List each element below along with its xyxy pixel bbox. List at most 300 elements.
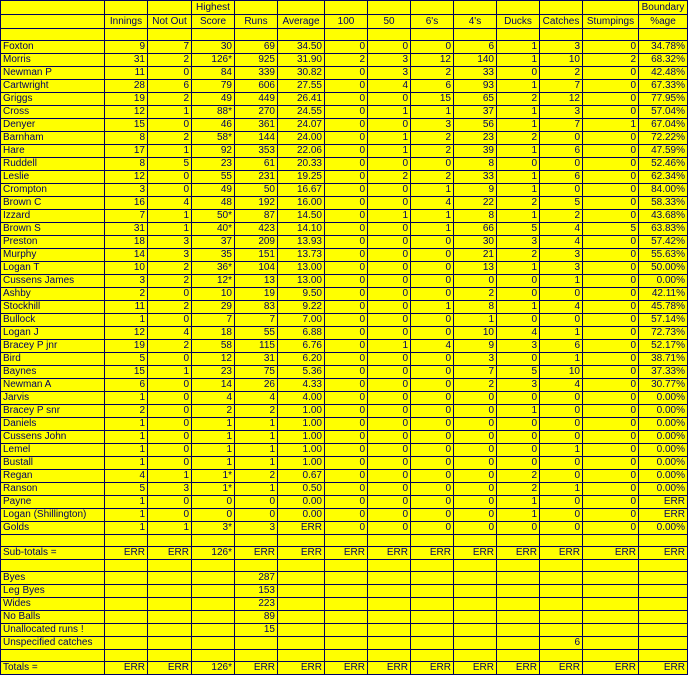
player-cell: Logan T (1, 262, 105, 275)
runs-cell: 50 (235, 184, 278, 197)
catches-cell: 0 (540, 288, 583, 301)
subtotals-row (1, 547, 688, 560)
not-out-cell: 1 (148, 522, 192, 535)
highest-score-cell: 7 (192, 314, 235, 327)
spacer-fours-cell (454, 650, 497, 662)
innings-cell: 1 (105, 522, 148, 535)
highest-score-cell: 84 (192, 67, 235, 80)
innings-cell: 15 (105, 366, 148, 379)
fours-cell: 65 (454, 93, 497, 106)
ducks-cell: 0 (497, 67, 540, 80)
not-out-cell: 0 (148, 288, 192, 301)
ducks-cell: 1 (497, 145, 540, 158)
extras-innings-cell (105, 572, 148, 585)
spacer-ducks-cell (497, 535, 540, 547)
stumpings-cell: 0 (583, 457, 639, 470)
extras-highest-score-cell (192, 611, 235, 624)
player-row (1, 353, 688, 366)
unspecified-not-out-cell (148, 637, 192, 650)
sixes-cell: 0 (411, 275, 454, 288)
extras-fifties-cell (368, 624, 411, 637)
player-cell: Bracey P jnr (1, 340, 105, 353)
highest-score-cell: 14 (192, 379, 235, 392)
highest-score-cell: 10 (192, 288, 235, 301)
average-cell: 22.06 (278, 145, 325, 158)
not-out-cell: 1 (148, 106, 192, 119)
extras-innings-cell (105, 585, 148, 598)
boundary-pct-cell: 0.00% (639, 444, 688, 457)
fours-cell: 0 (454, 509, 497, 522)
player-cell: Newman A (1, 379, 105, 392)
ducks-cell: 2 (497, 197, 540, 210)
ducks-cell: 1 (497, 106, 540, 119)
stumpings-cell: 0 (583, 275, 639, 288)
ducks-cell: 0 (497, 288, 540, 301)
extras-hundreds-cell (325, 624, 368, 637)
subtotal-average-cell: ERR (278, 547, 325, 560)
extras-ducks-cell (497, 585, 540, 598)
innings-cell: 12 (105, 327, 148, 340)
spacer-average-cell (278, 535, 325, 547)
spacer-row (1, 650, 688, 662)
extras-hundreds-cell (325, 598, 368, 611)
extras-not-out-cell (148, 598, 192, 611)
runs-cell: 151 (235, 249, 278, 262)
player-row (1, 171, 688, 184)
header1-fours-cell (454, 1, 497, 15)
highest-score-cell: 49 (192, 93, 235, 106)
spacer-average-cell (278, 29, 325, 41)
boundary-pct-cell: 57.14% (639, 314, 688, 327)
spacer-not-out-cell (148, 650, 192, 662)
ducks-cell: 0 (497, 158, 540, 171)
stumpings-cell: 0 (583, 392, 639, 405)
stumpings-cell: 0 (583, 197, 639, 210)
average-cell: 9.50 (278, 288, 325, 301)
sixes-cell: 0 (411, 366, 454, 379)
extras-stumpings-cell (583, 598, 639, 611)
catches-cell: 12 (540, 93, 583, 106)
hundreds-cell: 0 (325, 249, 368, 262)
not-out-cell: 1 (148, 145, 192, 158)
average-cell: 30.82 (278, 67, 325, 80)
fours-cell: 0 (454, 522, 497, 535)
catches-cell: 0 (540, 184, 583, 197)
ducks-cell: 0 (497, 392, 540, 405)
hundreds-cell: 0 (325, 522, 368, 535)
hundreds-cell: 0 (325, 288, 368, 301)
player-row (1, 366, 688, 379)
not-out-cell: 4 (148, 197, 192, 210)
catches-cell: 2 (540, 210, 583, 223)
fifties-cell: 1 (368, 106, 411, 119)
runs-cell: 0 (235, 496, 278, 509)
spacer-runs-cell (235, 29, 278, 41)
spacer-runs-cell (235, 535, 278, 547)
catches-cell: 7 (540, 80, 583, 93)
not-out-cell: 2 (148, 93, 192, 106)
highest-score-cell: 0 (192, 509, 235, 522)
hundreds-cell: 0 (325, 366, 368, 379)
runs-cell: 449 (235, 93, 278, 106)
player-row (1, 210, 688, 223)
boundary-pct-cell: 52.46% (639, 158, 688, 171)
not-out-cell: 6 (148, 80, 192, 93)
hundreds-cell: 0 (325, 41, 368, 54)
fifties-cell: 0 (368, 288, 411, 301)
extras-hundreds-cell (325, 611, 368, 624)
ducks-cell: 1 (497, 496, 540, 509)
player-row (1, 54, 688, 67)
subtotal-runs-cell: ERR (235, 547, 278, 560)
runs-cell: 3 (235, 522, 278, 535)
extras-row (1, 624, 688, 637)
spacer-not-out-cell (148, 29, 192, 41)
spacer-player-cell (1, 650, 105, 662)
player-row (1, 236, 688, 249)
average-cell: 9.22 (278, 301, 325, 314)
spacer-stumpings-cell (583, 650, 639, 662)
extras-not-out-cell (148, 585, 192, 598)
total-fifties-cell: ERR (368, 662, 411, 675)
fours-cell: 8 (454, 158, 497, 171)
stumpings-cell: 0 (583, 210, 639, 223)
ducks-cell: 4 (497, 327, 540, 340)
total-average-cell: ERR (278, 662, 325, 675)
hundreds-cell: 0 (325, 444, 368, 457)
extras-player-cell: Leg Byes (1, 585, 105, 598)
innings-cell: 16 (105, 197, 148, 210)
fours-cell: 9 (454, 340, 497, 353)
spacer-innings-cell (105, 650, 148, 662)
not-out-cell: 3 (148, 483, 192, 496)
fours-cell: 0 (454, 418, 497, 431)
extras-fifties-cell (368, 585, 411, 598)
fifties-cell: 0 (368, 444, 411, 457)
runs-cell: 1 (235, 457, 278, 470)
hundreds-cell: 0 (325, 223, 368, 236)
ducks-cell: 0 (497, 444, 540, 457)
extras-runs-cell: 153 (235, 585, 278, 598)
highest-score-cell: 55 (192, 171, 235, 184)
fours-cell: 3 (454, 353, 497, 366)
fifties-cell: 0 (368, 327, 411, 340)
total-boundary-pct-cell: ERR (639, 662, 688, 675)
player-row (1, 41, 688, 54)
boundary-pct-cell: 0.00% (639, 470, 688, 483)
player-row (1, 522, 688, 535)
ducks-cell: 2 (497, 470, 540, 483)
spacer-sixes-cell (411, 29, 454, 41)
spacer-highest-score-cell (192, 650, 235, 662)
sixes-cell: 0 (411, 262, 454, 275)
extras-player-cell: Wides (1, 598, 105, 611)
fifties-cell: 0 (368, 457, 411, 470)
stumpings-cell: 0 (583, 522, 639, 535)
spacer-highest-score-cell (192, 560, 235, 572)
extras-player-cell: Unallocated runs ! (1, 624, 105, 637)
player-cell: Cussens John (1, 431, 105, 444)
header2-not-out-cell: Not Out (148, 15, 192, 29)
fifties-cell: 0 (368, 236, 411, 249)
extras-average-cell (278, 624, 325, 637)
not-out-cell: 2 (148, 340, 192, 353)
extras-highest-score-cell (192, 598, 235, 611)
catches-cell: 4 (540, 301, 583, 314)
header1-innings-cell (105, 1, 148, 15)
stumpings-cell: 0 (583, 236, 639, 249)
player-row (1, 444, 688, 457)
highest-score-cell: 36* (192, 262, 235, 275)
fifties-cell: 3 (368, 54, 411, 67)
hundreds-cell: 0 (325, 236, 368, 249)
spacer-runs-cell (235, 560, 278, 572)
not-out-cell: 0 (148, 444, 192, 457)
extras-average-cell (278, 585, 325, 598)
header-row-2 (1, 15, 688, 29)
catches-cell: 0 (540, 496, 583, 509)
not-out-cell: 0 (148, 405, 192, 418)
header2-stumpings-cell: Stumpings (583, 15, 639, 29)
ducks-cell: 1 (497, 41, 540, 54)
runs-cell: 83 (235, 301, 278, 314)
fours-cell: 37 (454, 106, 497, 119)
catches-cell: 0 (540, 132, 583, 145)
player-cell: Regan (1, 470, 105, 483)
fours-cell: 8 (454, 210, 497, 223)
ducks-cell: 0 (497, 275, 540, 288)
fifties-cell: 0 (368, 509, 411, 522)
runs-cell: 144 (235, 132, 278, 145)
highest-score-cell: 58* (192, 132, 235, 145)
player-row (1, 483, 688, 496)
player-row (1, 405, 688, 418)
subtotal-ducks-cell: ERR (497, 547, 540, 560)
runs-cell: 231 (235, 171, 278, 184)
extras-ducks-cell (497, 598, 540, 611)
extras-runs-cell: 89 (235, 611, 278, 624)
player-cell: Stockhill (1, 301, 105, 314)
header1-boundary-pct-cell: Boundary (639, 1, 688, 15)
runs-cell: 4 (235, 392, 278, 405)
catches-cell: 4 (540, 379, 583, 392)
player-row (1, 262, 688, 275)
player-cell: Murphy (1, 249, 105, 262)
innings-cell: 1 (105, 392, 148, 405)
unspecified-ducks-cell (497, 637, 540, 650)
fours-cell: 33 (454, 67, 497, 80)
highest-score-cell: 35 (192, 249, 235, 262)
runs-cell: 1 (235, 483, 278, 496)
fours-cell: 0 (454, 483, 497, 496)
hundreds-cell: 0 (325, 262, 368, 275)
runs-cell: 339 (235, 67, 278, 80)
boundary-pct-cell: 62.34% (639, 171, 688, 184)
not-out-cell: 2 (148, 301, 192, 314)
player-row (1, 275, 688, 288)
runs-cell: 7 (235, 314, 278, 327)
sixes-cell: 0 (411, 236, 454, 249)
subtotal-stumpings-cell: ERR (583, 547, 639, 560)
sixes-cell: 1 (411, 106, 454, 119)
fours-cell: 56 (454, 119, 497, 132)
player-row (1, 80, 688, 93)
innings-cell: 17 (105, 145, 148, 158)
hundreds-cell: 0 (325, 210, 368, 223)
fifties-cell: 0 (368, 262, 411, 275)
player-cell: Brown C (1, 197, 105, 210)
ducks-cell: 0 (497, 522, 540, 535)
spacer-hundreds-cell (325, 535, 368, 547)
catches-cell: 1 (540, 353, 583, 366)
spacer-highest-score-cell (192, 535, 235, 547)
not-out-cell: 5 (148, 158, 192, 171)
highest-score-cell: 0 (192, 496, 235, 509)
not-out-cell: 1 (148, 366, 192, 379)
subtotal-fifties-cell: ERR (368, 547, 411, 560)
highest-score-cell: 1 (192, 444, 235, 457)
spacer-row (1, 560, 688, 572)
header1-ducks-cell (497, 1, 540, 15)
stumpings-cell: 0 (583, 340, 639, 353)
sixes-cell: 0 (411, 470, 454, 483)
extras-runs-cell: 287 (235, 572, 278, 585)
ducks-cell: 3 (497, 379, 540, 392)
total-innings-cell: ERR (105, 662, 148, 675)
runs-cell: 55 (235, 327, 278, 340)
highest-score-cell: 1* (192, 483, 235, 496)
sixes-cell: 12 (411, 54, 454, 67)
header1-fifties-cell (368, 1, 411, 15)
player-row (1, 340, 688, 353)
fours-cell: 7 (454, 366, 497, 379)
subtotal-innings-cell: ERR (105, 547, 148, 560)
average-cell: 13.73 (278, 249, 325, 262)
spacer-not-out-cell (148, 560, 192, 572)
hundreds-cell: 0 (325, 470, 368, 483)
not-out-cell: 0 (148, 509, 192, 522)
catches-cell: 10 (540, 54, 583, 67)
catches-cell: 1 (540, 275, 583, 288)
fifties-cell: 0 (368, 223, 411, 236)
hundreds-cell: 0 (325, 509, 368, 522)
not-out-cell: 0 (148, 418, 192, 431)
fours-cell: 8 (454, 301, 497, 314)
ducks-cell: 2 (497, 132, 540, 145)
average-cell: 6.20 (278, 353, 325, 366)
subtotal-sixes-cell: ERR (411, 547, 454, 560)
hundreds-cell: 0 (325, 314, 368, 327)
runs-cell: 31 (235, 353, 278, 366)
spacer-player-cell (1, 29, 105, 41)
ducks-cell: 5 (497, 366, 540, 379)
boundary-pct-cell: 0.00% (639, 275, 688, 288)
fours-cell: 39 (454, 145, 497, 158)
sixes-cell: 6 (411, 80, 454, 93)
extras-row (1, 611, 688, 624)
fours-cell: 0 (454, 496, 497, 509)
player-cell: Cartwright (1, 80, 105, 93)
fours-cell: 140 (454, 54, 497, 67)
subtotal-fours-cell: ERR (454, 547, 497, 560)
fifties-cell: 0 (368, 119, 411, 132)
stumpings-cell: 0 (583, 262, 639, 275)
fifties-cell: 1 (368, 340, 411, 353)
player-row (1, 431, 688, 444)
highest-score-cell: 126* (192, 54, 235, 67)
player-cell: Bird (1, 353, 105, 366)
not-out-cell: 0 (148, 431, 192, 444)
total-sixes-cell: ERR (411, 662, 454, 675)
sixes-cell: 1 (411, 223, 454, 236)
sixes-cell: 15 (411, 93, 454, 106)
stumpings-cell: 0 (583, 249, 639, 262)
fours-cell: 66 (454, 223, 497, 236)
ducks-cell: 1 (497, 54, 540, 67)
ducks-cell: 2 (497, 93, 540, 106)
sixes-cell: 2 (411, 171, 454, 184)
extras-catches-cell (540, 598, 583, 611)
stumpings-cell: 0 (583, 288, 639, 301)
innings-cell: 19 (105, 340, 148, 353)
stumpings-cell: 0 (583, 145, 639, 158)
highest-score-cell: 3* (192, 522, 235, 535)
stumpings-cell: 0 (583, 171, 639, 184)
fifties-cell: 0 (368, 470, 411, 483)
catches-cell: 0 (540, 457, 583, 470)
unspecified-average-cell (278, 637, 325, 650)
hundreds-cell: 0 (325, 418, 368, 431)
average-cell: 0.50 (278, 483, 325, 496)
header2-hundreds-cell: 100 (325, 15, 368, 29)
fifties-cell: 0 (368, 405, 411, 418)
stumpings-cell: 0 (583, 431, 639, 444)
spacer-fifties-cell (368, 535, 411, 547)
stumpings-cell: 0 (583, 444, 639, 457)
player-cell: Daniels (1, 418, 105, 431)
catches-cell: 0 (540, 314, 583, 327)
extras-sixes-cell (411, 598, 454, 611)
innings-cell: 15 (105, 119, 148, 132)
boundary-pct-cell: 52.17% (639, 340, 688, 353)
stumpings-cell: 0 (583, 184, 639, 197)
extras-boundary-pct-cell (639, 585, 688, 598)
not-out-cell: 1 (148, 210, 192, 223)
catches-cell: 5 (540, 197, 583, 210)
spacer-fours-cell (454, 560, 497, 572)
fifties-cell: 0 (368, 197, 411, 210)
sixes-cell: 1 (411, 210, 454, 223)
extras-stumpings-cell (583, 624, 639, 637)
average-cell: 7.00 (278, 314, 325, 327)
player-cell: Logan (Shillington) (1, 509, 105, 522)
fifties-cell: 0 (368, 314, 411, 327)
innings-cell: 31 (105, 54, 148, 67)
average-cell: 4.33 (278, 379, 325, 392)
hundreds-cell: 0 (325, 67, 368, 80)
extras-highest-score-cell (192, 585, 235, 598)
hundreds-cell: 0 (325, 392, 368, 405)
fifties-cell: 0 (368, 496, 411, 509)
ducks-cell: 1 (497, 80, 540, 93)
runs-cell: 69 (235, 41, 278, 54)
catches-cell: 3 (540, 262, 583, 275)
spacer-catches-cell (540, 535, 583, 547)
average-cell: 1.00 (278, 457, 325, 470)
player-row (1, 457, 688, 470)
stumpings-cell: 1 (583, 119, 639, 132)
catches-cell: 0 (540, 470, 583, 483)
